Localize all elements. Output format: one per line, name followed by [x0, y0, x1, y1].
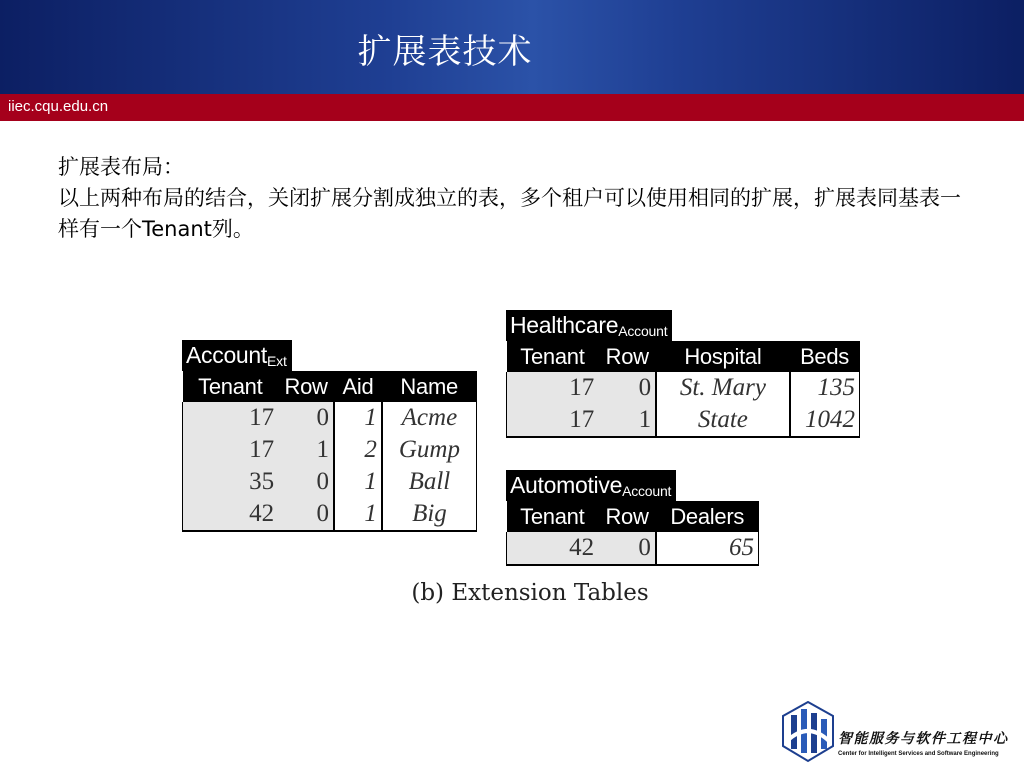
- table-cell: 17: [507, 404, 599, 437]
- column-header: Tenant: [507, 501, 599, 532]
- table-cell: 17: [507, 372, 599, 404]
- column-header: Row: [598, 341, 656, 372]
- logo-chinese-name: 智能服务与软件工程中心: [838, 731, 1009, 747]
- slide-title: 扩展表技术: [357, 32, 533, 72]
- slide-body: [58, 152, 978, 245]
- table-cell: 35: [183, 466, 279, 498]
- column-header: Tenant: [507, 341, 599, 372]
- table-cell: 17: [183, 402, 279, 434]
- column-header: Tenant: [183, 371, 279, 402]
- table-cell: 0: [278, 498, 334, 531]
- table-cell: 0: [598, 532, 656, 565]
- table-header-row: [183, 371, 477, 402]
- table-cell: 1: [334, 402, 382, 434]
- site-bar: [0, 94, 1024, 121]
- table-cell: 1: [334, 498, 382, 531]
- table-cell: 0: [278, 402, 334, 434]
- table-title: [506, 310, 672, 341]
- table-row: [183, 498, 477, 531]
- table-title: [506, 470, 676, 501]
- table-cell: 1: [598, 404, 656, 437]
- table-header-row: [507, 501, 759, 532]
- table-cell: 42: [183, 498, 279, 531]
- site-url: iiec.cqu.edu.cn: [8, 98, 109, 115]
- table-row: [507, 404, 860, 437]
- center-logo-icon: [781, 701, 835, 763]
- table-title-subscript: Account: [622, 483, 672, 499]
- column-header: Hospital: [656, 341, 789, 372]
- table-cell: 1: [334, 466, 382, 498]
- column-header: Name: [382, 371, 477, 402]
- healthcare-account-table: [506, 310, 860, 438]
- healthcare-account-grid: [506, 341, 860, 438]
- table-title-main: Automotive: [510, 472, 623, 498]
- table-cell: 65: [656, 532, 759, 565]
- automotive-account-table: [506, 470, 759, 566]
- table-cell: Ball: [382, 466, 477, 498]
- table-cell: 17: [183, 434, 279, 466]
- column-header: Beds: [790, 341, 860, 372]
- table-title-subscript: Account: [618, 323, 668, 339]
- table-cell: 42: [507, 532, 599, 565]
- table-cell: 1: [278, 434, 334, 466]
- table-cell: State: [656, 404, 789, 437]
- table-row: [507, 532, 759, 565]
- table-cell: Big: [382, 498, 477, 531]
- table-cell: St. Mary: [656, 372, 789, 404]
- column-header: Row: [278, 371, 334, 402]
- table-header-row: [507, 341, 860, 372]
- table-row: [183, 434, 477, 466]
- table-cell: 1042: [790, 404, 860, 437]
- table-row: [183, 466, 477, 498]
- logo-english-name: Center for Intelligent Services and Software Engineering: [838, 751, 999, 757]
- table-row: [507, 372, 860, 404]
- slide-header: [0, 0, 1024, 94]
- account-ext-grid: [182, 371, 477, 532]
- table-title-main: Healthcare: [510, 312, 619, 338]
- body-paragraph: 以上两种布局的结合，关闭扩展分割成独立的表，多个租户可以使用相同的扩展，扩展表同基表一样有一个Tenant列。: [58, 186, 961, 241]
- table-cell: 135: [790, 372, 860, 404]
- table-cell: 0: [278, 466, 334, 498]
- automotive-account-grid: [506, 501, 759, 566]
- table-cell: 2: [334, 434, 382, 466]
- table-title-subscript: Ext: [267, 353, 287, 369]
- table-cell: Gump: [382, 434, 477, 466]
- column-header: Aid: [334, 371, 382, 402]
- table-cell: 0: [598, 372, 656, 404]
- table-title-main: Account: [186, 342, 268, 368]
- account-ext-table: [182, 340, 477, 532]
- column-header: Dealers: [656, 501, 759, 532]
- column-header: Row: [598, 501, 656, 532]
- table-cell: Acme: [382, 402, 477, 434]
- table-row: [183, 402, 477, 434]
- table-title: [182, 340, 292, 371]
- figure-caption: (b) Extension Tables: [411, 580, 649, 606]
- section-heading: 扩展表布局：: [58, 155, 184, 179]
